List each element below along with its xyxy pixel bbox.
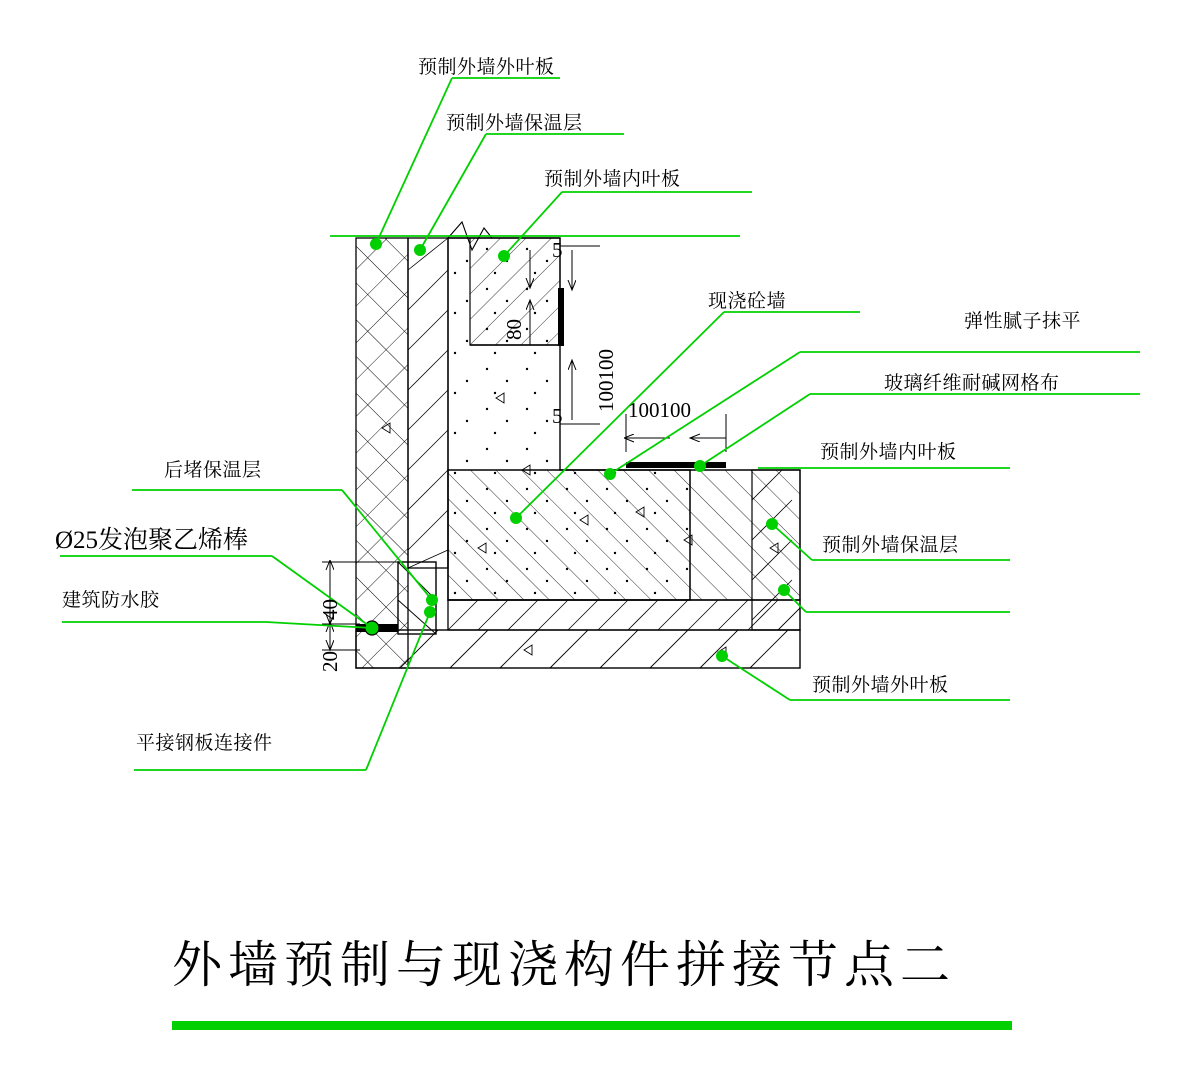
annotation-precast-outer-leaf-top: 预制外墙外叶板 <box>418 57 555 78</box>
annotation-elastic-putty: 弹性腻子抹平 <box>964 311 1082 332</box>
annotation-post-filled-insulation: 后堵保温层 <box>164 460 262 481</box>
annotation-cast-in-place-wall: 现浇砼墙 <box>708 291 787 312</box>
annotation-precast-inner-leaf-right: 预制外墙内叶板 <box>820 442 957 463</box>
annotation-steel-plate-connector: 平接钢板连接件 <box>136 733 273 754</box>
annotation-waterproof-adhesive: 建筑防水胶 <box>62 590 160 611</box>
annotation-precast-insulation-top: 预制外墙保温层 <box>446 113 583 134</box>
dimension-100100-horizontal: 100100 <box>628 398 691 422</box>
dimension-20: 20 <box>318 651 342 672</box>
dimension-5-bottom: 5 <box>552 404 563 428</box>
dimension-100100-vertical: 100100 <box>594 349 618 412</box>
dimension-5-top: 5 <box>552 238 563 262</box>
dimension-40: 40 <box>318 599 342 620</box>
dimension-80: 80 <box>502 319 526 340</box>
annotation-precast-insulation-right: 预制外墙保温层 <box>822 535 959 556</box>
annotation-foam-polyethylene-rod: Ø25发泡聚乙烯棒 <box>55 527 249 554</box>
annotation-fiberglass-mesh: 玻璃纤维耐碱网格布 <box>884 373 1060 394</box>
annotation-precast-outer-leaf-bottom: 预制外墙外叶板 <box>812 675 949 696</box>
title-underline <box>172 1021 1012 1030</box>
annotation-precast-inner-leaf-top: 预制外墙内叶板 <box>544 169 681 190</box>
drawing-title: 外墙预制与现浇构件拼接节点二 <box>172 937 956 993</box>
